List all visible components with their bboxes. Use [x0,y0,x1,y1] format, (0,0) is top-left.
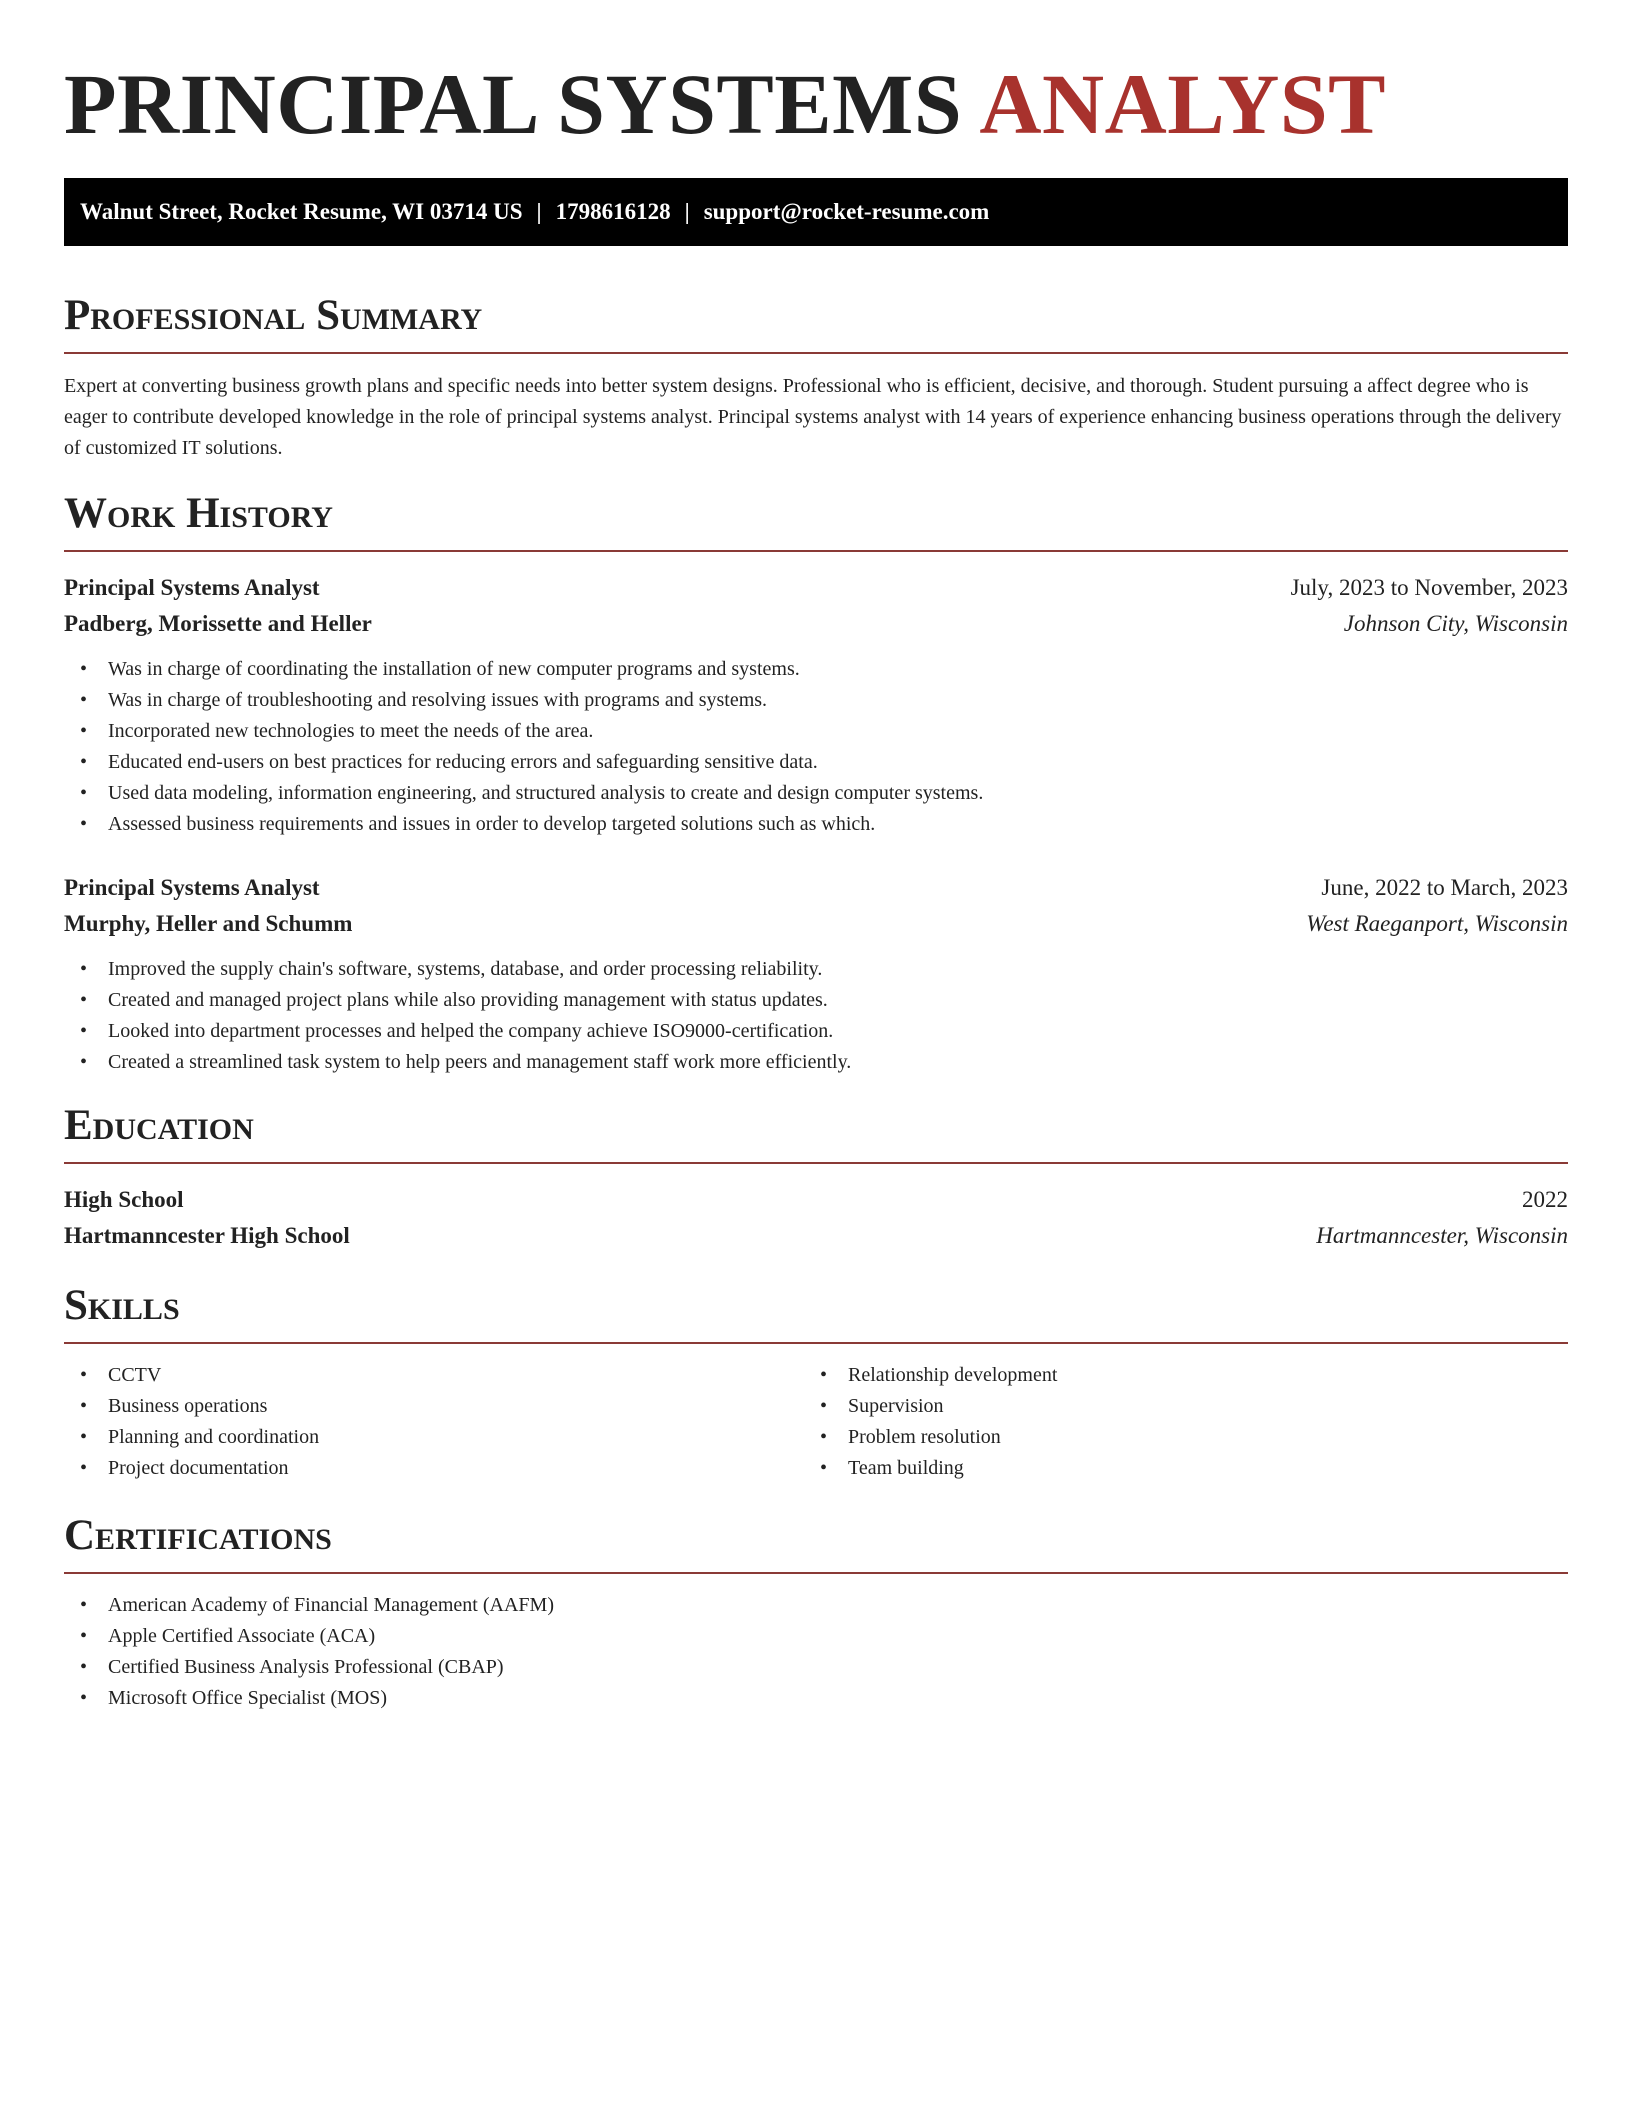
list-item: • CCTV [64,1360,804,1391]
summary-text: Expert at converting business growth plans and specific needs into better system designs. Professional who is efficient, decisive, and thorough. Student pursuing a affect degree who is eager to contribute developed knowledge in the role of principal systems analyst. Principal systems analyst with 14 years of experience enhancing business operations through the delivery of customized IT solutions. [64,375,1562,459]
work-history-section [64,488,1568,1078]
education-school: Hartmanncester High School [64,1223,350,1248]
section-divider [64,352,1568,354]
education-entry [64,1182,1568,1254]
education-degree-row [64,1182,1568,1218]
list-item: • Was in charge of coordinating the installation of new computer programs and systems. [64,654,1568,685]
job-dates: July, 2023 to November, 2023 [1290,575,1568,600]
list-item: • Project documentation [64,1453,804,1484]
contact-phone: 1798616128 [555,199,671,224]
list-item: • Apple Certified Associate (ACA) [64,1621,1568,1652]
contact-separator: | [536,199,542,224]
skills-columns [64,1360,1568,1484]
certifications-heading: Certifications [64,1512,332,1559]
resume-page [64,0,1568,1714]
list-item: • Planning and coordination [64,1422,804,1453]
list-item: • Looked into department processes and helped the company achieve ISO9000-certification. [64,1016,1568,1047]
education-degree: High School [64,1187,184,1212]
job-title-row [64,570,1568,606]
list-item: • Relationship development [804,1360,1544,1391]
section-divider [64,1162,1568,1164]
job-duties [64,654,1568,840]
job-location: West Raeganport, Wisconsin [1306,911,1568,936]
job-dates: June, 2022 to March, 2023 [1321,875,1568,900]
summary-section [64,290,1568,464]
list-item: • Created and managed project plans while also providing management with status updates. [64,985,1568,1016]
job-duties [64,954,1568,1078]
contact-bar [64,178,1568,246]
title-main: PRINCIPAL SYSTEMS [64,56,963,152]
section-divider [64,1572,1568,1574]
job-title-row [64,870,1568,906]
contact-email: support@rocket-resume.com [703,199,990,224]
list-item: • Improved the supply chain's software, systems, database, and order processing reliability. [64,954,1568,985]
job-title: Principal Systems Analyst [64,875,320,900]
job-company: Murphy, Heller and Schumm [64,911,353,936]
list-item: • Certified Business Analysis Professional (CBAP) [64,1652,1568,1683]
list-item: • Problem resolution [804,1422,1544,1453]
list-item: • Was in charge of troubleshooting and resolving issues with programs and systems. [64,685,1568,716]
list-item: • Created a streamlined task system to help peers and management staff work more efficiently. [64,1047,1568,1078]
list-item: • Incorporated new technologies to meet the needs of the area. [64,716,1568,747]
job-company-row [64,906,1568,942]
list-item: • Microsoft Office Specialist (MOS) [64,1683,1568,1714]
skills-list-left [64,1360,804,1484]
list-item: • American Academy of Financial Management (AAFM) [64,1590,1568,1621]
certifications-list [64,1590,1568,1714]
skills-list-right [804,1360,1544,1484]
job-entry [64,570,1568,840]
education-heading: Education [64,1102,254,1149]
list-item: • Supervision [804,1391,1544,1422]
education-school-row [64,1218,1568,1254]
list-item: • Assessed business requirements and issues in order to develop targeted solutions such as which. [64,809,1568,840]
summary-heading: Professional Summary [64,292,483,339]
skills-heading: Skills [64,1282,180,1329]
job-company: Padberg, Morissette and Heller [64,611,372,636]
certifications-section [64,1510,1568,1714]
job-title: Principal Systems Analyst [64,575,320,600]
contact-separator: | [684,199,690,224]
list-item: • Educated end-users on best practices for reducing errors and safeguarding sensitive data. [64,747,1568,778]
work-history-heading: Work History [64,490,333,537]
title-accent: ANALYST [979,56,1387,152]
list-item: • Business operations [64,1391,804,1422]
job-entry [64,870,1568,1078]
education-location: Hartmanncester, Wisconsin [1316,1223,1568,1248]
job-location: Johnson City, Wisconsin [1343,611,1568,636]
list-item: • Team building [804,1453,1544,1484]
skills-section [64,1280,1568,1484]
section-divider [64,550,1568,552]
resume-title [64,58,1568,150]
section-divider [64,1342,1568,1344]
list-item: • Used data modeling, information engineering, and structured analysis to create and design computer systems. [64,778,1568,809]
education-section [64,1100,1568,1254]
education-year: 2022 [1522,1187,1568,1212]
job-company-row [64,606,1568,642]
contact-address: Walnut Street, Rocket Resume, WI 03714 US [80,199,523,224]
